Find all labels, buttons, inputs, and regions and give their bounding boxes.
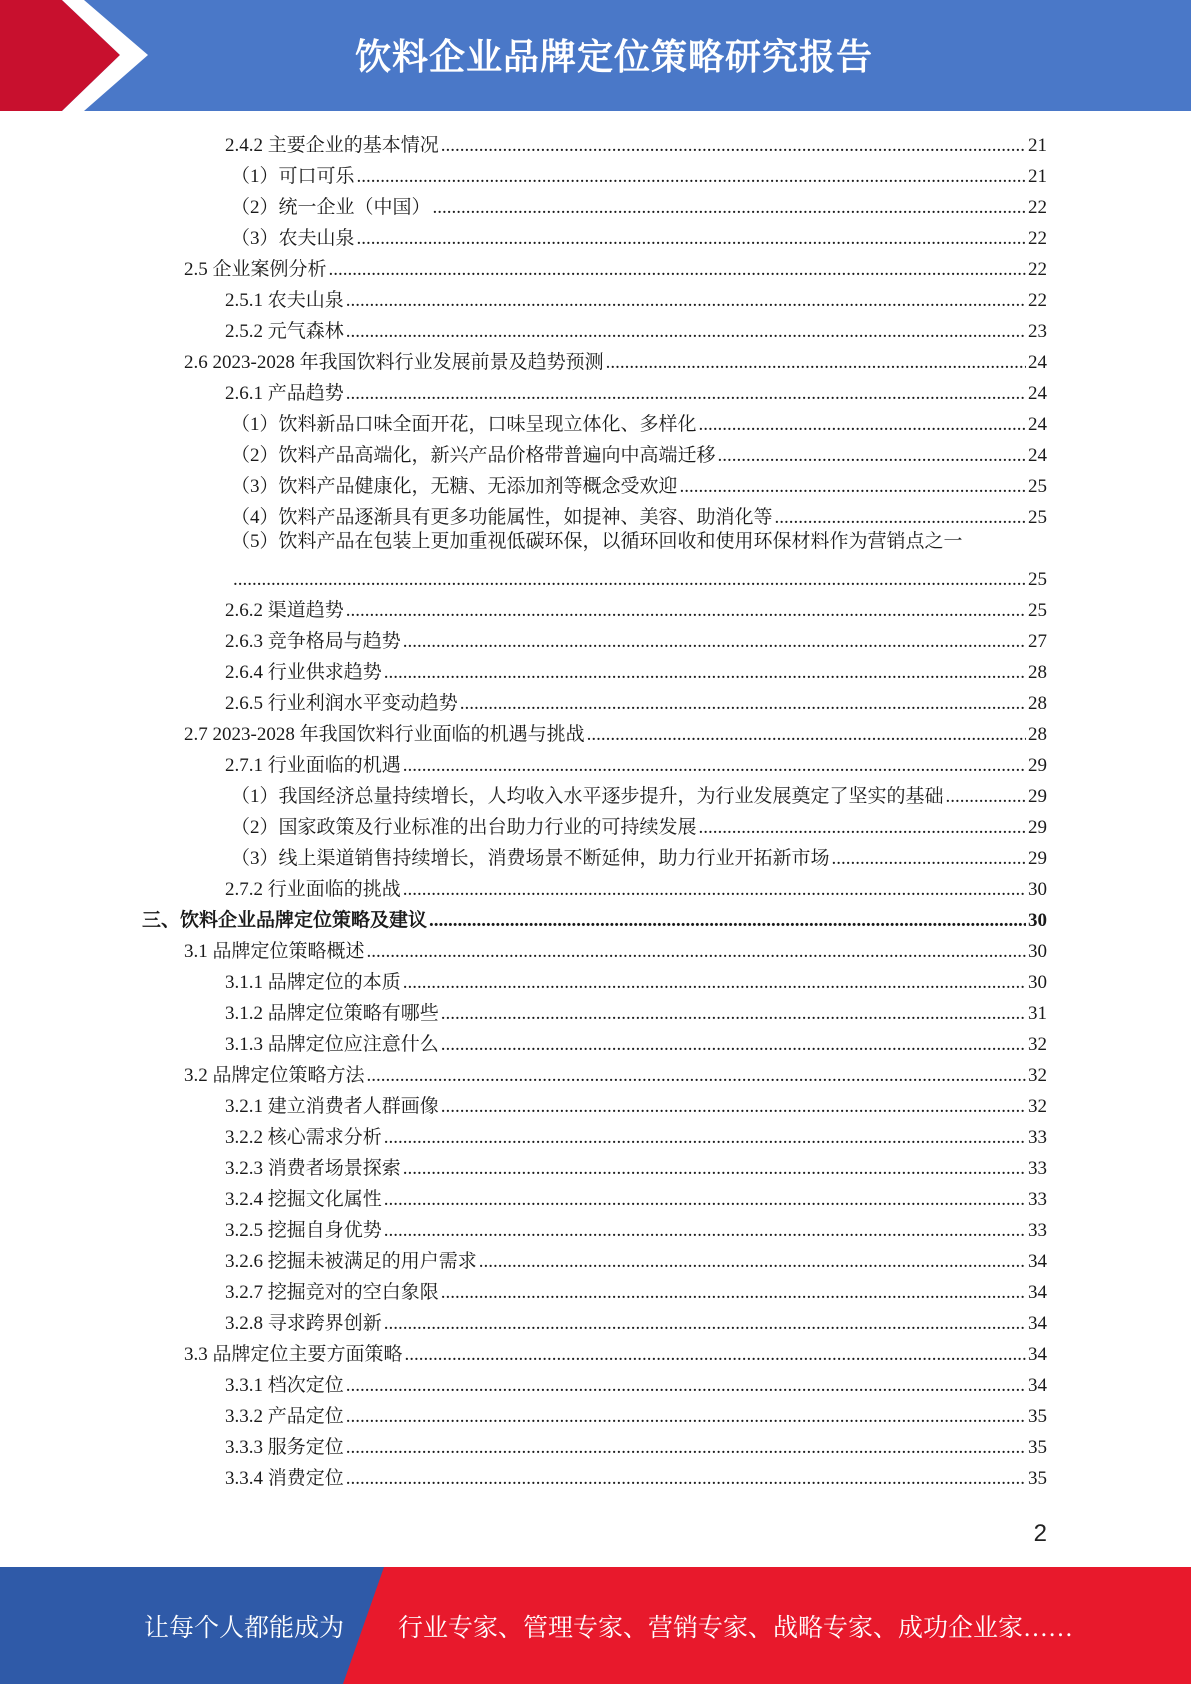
toc-entry-label: 3.1.2 品牌定位策略有哪些 (225, 1003, 439, 1024)
toc-entry-label: （4）饮料产品逐渐具有更多功能属性，如提神、美容、助消化等 (231, 507, 773, 528)
toc-leader-dots (384, 1126, 1026, 1150)
toc-entry-page: 30 (1028, 910, 1047, 931)
toc-leader-dots (718, 444, 1026, 468)
toc-leader-dots (460, 692, 1026, 716)
toc-entry[interactable] (225, 654, 1047, 685)
toc-entry-page: 21 (1028, 135, 1047, 156)
toc-entry[interactable] (225, 1119, 1047, 1150)
toc-entry-page: 33 (1028, 1189, 1047, 1210)
toc-entry-page: 33 (1028, 1127, 1047, 1148)
page-header (0, 0, 1191, 111)
toc-entry[interactable] (184, 933, 1047, 964)
toc-entry-label: 3.1.3 品牌定位应注意什么 (225, 1034, 439, 1055)
toc-leader-dots (441, 1281, 1026, 1305)
toc-leader-dots (433, 196, 1026, 220)
toc-entry-label: （3）饮料产品健康化，无糖、无添加剂等概念受欢迎 (231, 476, 678, 497)
toc-entry[interactable] (231, 468, 1047, 499)
toc-entry-page: 22 (1028, 228, 1047, 249)
toc-entry[interactable] (231, 220, 1047, 251)
toc-entry-page: 25 (1028, 507, 1047, 528)
toc-leader-dots (403, 754, 1026, 778)
toc-entry-page: 25 (1028, 476, 1047, 497)
toc-leader-dots (346, 1467, 1026, 1491)
toc-entry-page: 23 (1028, 321, 1047, 342)
toc-entry-page: 25 (1028, 600, 1047, 621)
toc-entry-label: 3.2.6 挖掘未被满足的用户需求 (225, 1251, 477, 1272)
toc-entry-label: 2.6.1 产品趋势 (225, 383, 344, 404)
toc-entry-label: 3.3.1 档次定位 (225, 1375, 344, 1396)
toc-entry-label: （2）国家政策及行业标准的出台助力行业的可持续发展 (231, 817, 697, 838)
toc-entry[interactable] (231, 406, 1047, 437)
toc-entry-page: 34 (1028, 1313, 1047, 1334)
toc-leader-dots (680, 475, 1026, 499)
toc-entry-page: 28 (1028, 662, 1047, 683)
toc-leader-dots (346, 289, 1026, 313)
toc-entry-label: 2.7 2023-2028 年我国饮料行业面临的机遇与挑战 (184, 724, 585, 745)
toc-entry-page: 35 (1028, 1468, 1047, 1489)
toc-entry-label: （2）饮料产品高端化，新兴产品价格带普遍向中高端迁移 (231, 445, 716, 466)
toc-entry[interactable] (231, 778, 1047, 809)
toc-entry[interactable] (225, 282, 1047, 313)
toc-leader-dots (329, 258, 1026, 282)
toc-entry-label: 3.2.1 建立消费者人群画像 (225, 1096, 439, 1117)
toc-entry-page: 30 (1028, 879, 1047, 900)
toc-entry-label: 2.5 企业案例分析 (184, 259, 327, 280)
toc-leader-dots (233, 568, 1026, 592)
toc-entry-label: （5）饮料产品在包装上更加重视低碳环保，以循环回收和使用环保材料作为营销点之一 (231, 531, 963, 552)
toc-entry[interactable] (225, 1274, 1047, 1305)
toc-entry-label: 3.1.1 品牌定位的本质 (225, 972, 401, 993)
toc-entry-page: 34 (1028, 1282, 1047, 1303)
toc-entry-label: 3.3.3 服务定位 (225, 1437, 344, 1458)
toc-entry-page: 33 (1028, 1158, 1047, 1179)
toc-leader-dots (429, 909, 1026, 933)
toc-entry[interactable] (225, 747, 1047, 778)
toc-leader-dots (346, 599, 1026, 623)
toc-entry-label: 2.5.2 元气森林 (225, 321, 344, 342)
toc-entry-label: （1）我国经济总量持续增长，人均收入水平逐步提升，为行业发展奠定了坚实的基础 (231, 786, 944, 807)
toc-entry-label: 3.1 品牌定位策略概述 (184, 941, 365, 962)
toc-entry-label: 2.5.1 农夫山泉 (225, 290, 344, 311)
toc-leader-dots (403, 971, 1026, 995)
toc-entry-label: 2.7.1 行业面临的机遇 (225, 755, 401, 776)
toc-entry-page: 24 (1028, 383, 1047, 404)
toc-entry-label: 3.2.7 挖掘竞对的空白象限 (225, 1282, 439, 1303)
toc-entry[interactable] (184, 251, 1047, 282)
toc-entry-label: 3.2.8 寻求跨界创新 (225, 1313, 382, 1334)
toc-entry-label: 3.2.2 核心需求分析 (225, 1127, 382, 1148)
toc-entry-label: 2.6.5 行业利润水平变动趋势 (225, 693, 458, 714)
toc-leader-dots (384, 1188, 1026, 1212)
toc-leader-dots (346, 1374, 1026, 1398)
toc-entry-page: 30 (1028, 972, 1047, 993)
toc-entry[interactable] (225, 995, 1047, 1026)
toc-entry-page: 28 (1028, 724, 1047, 745)
toc-entry-page: 24 (1028, 445, 1047, 466)
toc-leader-dots (441, 1002, 1026, 1026)
toc-entry-page: 32 (1028, 1034, 1047, 1055)
toc-leader-dots (346, 1436, 1026, 1460)
toc-entry-page: 29 (1028, 755, 1047, 776)
toc-entry-label: 2.6.2 渠道趋势 (225, 600, 344, 621)
toc-leader-dots (384, 661, 1026, 685)
toc-entry-page: 33 (1028, 1220, 1047, 1241)
toc-entry-page: 21 (1028, 166, 1047, 187)
toc-entry-page: 32 (1028, 1065, 1047, 1086)
toc-leader-dots (403, 1157, 1026, 1181)
toc-entry-page: 22 (1028, 259, 1047, 280)
toc-entry[interactable] (225, 1398, 1047, 1429)
page-footer (0, 1567, 1191, 1684)
toc-entry[interactable] (231, 158, 1047, 189)
toc-leader-dots (699, 413, 1026, 437)
toc-leader-dots (775, 506, 1026, 530)
toc-entry[interactable] (225, 1367, 1047, 1398)
toc-entry-label: （1）可口可乐 (231, 166, 355, 187)
toc-entry-page: 24 (1028, 414, 1047, 435)
toc-leader-dots (441, 1095, 1026, 1119)
toc-entry-label: 3.2.3 消费者场景探索 (225, 1158, 401, 1179)
toc-leader-dots (403, 878, 1026, 902)
toc-entry-label: 2.4.2 主要企业的基本情况 (225, 135, 439, 156)
toc-leader-dots (346, 1405, 1026, 1429)
toc-entry-page: 34 (1028, 1344, 1047, 1365)
toc-leader-dots (441, 1033, 1026, 1057)
toc-entry-page: 31 (1028, 1003, 1047, 1024)
toc-entry-label: 3.3.4 消费定位 (225, 1468, 344, 1489)
toc-leader-dots (384, 1219, 1026, 1243)
toc-entry[interactable] (225, 623, 1047, 654)
toc-entry[interactable] (225, 313, 1047, 344)
toc-entry[interactable] (184, 344, 1047, 375)
toc-leader-dots (357, 227, 1026, 251)
toc-entry[interactable] (225, 871, 1047, 902)
toc-entry[interactable] (225, 1026, 1047, 1057)
toc-entry-page: 30 (1028, 941, 1047, 962)
toc-entry[interactable] (231, 189, 1047, 220)
footer-slogan-left: 让每个人都能成为 (144, 1614, 345, 1642)
toc-entry-page: 34 (1028, 1375, 1047, 1396)
toc-leader-dots (832, 847, 1026, 871)
report-title: 饮料企业品牌定位策略研究报告 (355, 36, 874, 78)
toc-entry-page: 22 (1028, 197, 1047, 218)
toc-leader-dots (946, 785, 1026, 809)
toc-entry-label: （3）农夫山泉 (231, 228, 355, 249)
toc-leader-dots (367, 940, 1026, 964)
toc-entry-label: 3.2 品牌定位策略方法 (184, 1065, 365, 1086)
toc-entry[interactable] (184, 1057, 1047, 1088)
toc-entry-label: 3.3 品牌定位主要方面策略 (184, 1344, 403, 1365)
toc-entry[interactable] (225, 1181, 1047, 1212)
toc-entry-page: 32 (1028, 1096, 1047, 1117)
toc-entry[interactable] (225, 1429, 1047, 1460)
toc-leader-dots (699, 816, 1026, 840)
toc-entry-label: 3.2.5 挖掘自身优势 (225, 1220, 382, 1241)
toc-leader-dots (367, 1064, 1026, 1088)
toc-entry-label: （2）统一企业（中国） (231, 197, 431, 218)
toc-entry-label: 2.7.2 行业面临的挑战 (225, 879, 401, 900)
toc-entry[interactable] (225, 964, 1047, 995)
page-number: 2 (1033, 1520, 1047, 1547)
toc-entry-page: 29 (1028, 786, 1047, 807)
toc-entry-label: （3）线上渠道销售持续增长，消费场景不断延伸，助力行业开拓新市场 (231, 848, 830, 869)
toc-entry-page: 28 (1028, 693, 1047, 714)
toc-chapter-entry[interactable] (142, 902, 1047, 933)
toc-entry-label: 3.3.2 产品定位 (225, 1406, 344, 1427)
toc-entry[interactable] (225, 1088, 1047, 1119)
toc-entry[interactable] (225, 1243, 1047, 1274)
toc-leader-dots (357, 165, 1026, 189)
toc-leader-dots (479, 1250, 1026, 1274)
toc-entry-continuation[interactable] (231, 561, 1047, 592)
toc-entry[interactable] (225, 592, 1047, 623)
toc-entry[interactable] (225, 127, 1047, 158)
toc-leader-dots (405, 1343, 1026, 1367)
toc-entry[interactable] (225, 1305, 1047, 1336)
toc-entry[interactable] (231, 809, 1047, 840)
toc-entry[interactable] (231, 840, 1047, 871)
toc-entry[interactable] (225, 1212, 1047, 1243)
toc-entry[interactable] (225, 1150, 1047, 1181)
toc-leader-dots (403, 630, 1026, 654)
toc-entry-label: 2.6.3 竞争格局与趋势 (225, 631, 401, 652)
toc-entry-page: 34 (1028, 1251, 1047, 1272)
toc-entry-label: 3.2.4 挖掘文化属性 (225, 1189, 382, 1210)
toc-entry[interactable] (231, 530, 1047, 561)
toc-entry-page: 24 (1028, 352, 1047, 373)
footer-slogan-right: 行业专家、管理专家、营销专家、战略专家、成功企业家…… (398, 1614, 1074, 1642)
toc-entry-page: 22 (1028, 290, 1047, 311)
toc-entry-page: 27 (1028, 631, 1047, 652)
toc-entry[interactable] (231, 437, 1047, 468)
toc-entry-label: （1）饮料新品口味全面开花，口味呈现立体化、多样化 (231, 414, 697, 435)
toc-entry[interactable] (225, 375, 1047, 406)
toc-entry-label: 三、饮料企业品牌定位策略及建议 (142, 910, 428, 931)
toc-entry[interactable] (225, 685, 1047, 716)
toc-entry[interactable] (184, 1336, 1047, 1367)
toc-leader-dots (606, 351, 1026, 375)
toc-leader-dots (441, 134, 1026, 158)
toc-entry-page: 29 (1028, 848, 1047, 869)
toc-entry-label: 2.6.4 行业供求趋势 (225, 662, 382, 683)
toc-leader-dots (587, 723, 1026, 747)
toc-entry-page: 35 (1028, 1406, 1047, 1427)
toc-entry-page: 25 (1028, 569, 1047, 590)
toc-entry[interactable] (184, 716, 1047, 747)
toc-entry-page: 35 (1028, 1437, 1047, 1458)
toc-leader-dots (346, 320, 1026, 344)
toc-entry[interactable] (231, 499, 1047, 530)
toc-entry[interactable] (225, 1460, 1047, 1491)
toc-entry-label: 2.6 2023-2028 年我国饮料行业发展前景及趋势预测 (184, 352, 604, 373)
toc-leader-dots (346, 382, 1026, 406)
toc-leader-dots (384, 1312, 1026, 1336)
toc-entry-page: 29 (1028, 817, 1047, 838)
